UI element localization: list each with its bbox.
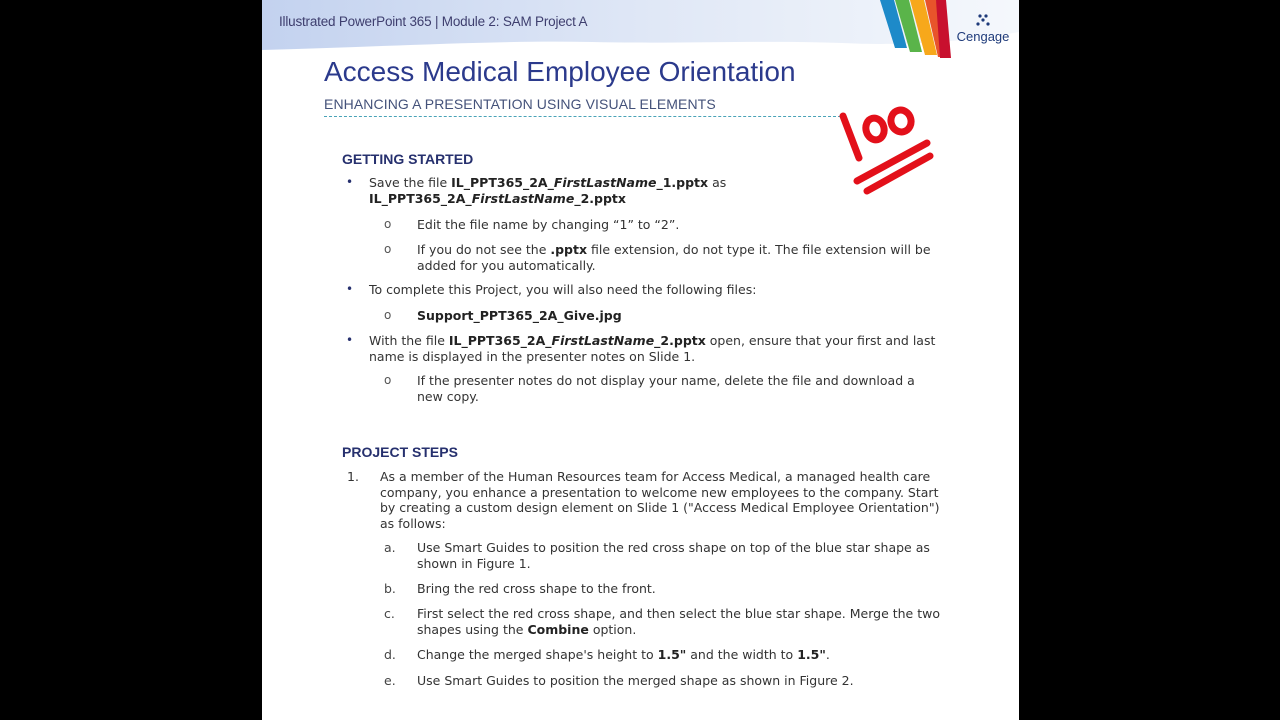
step-1-text: As a member of the Human Resources team for Access Medical, a managed health care company, you enhance a presentation to welcome new employees to the company. Start by creating a custom design element on Slide 1 ("Access Medical Employee Orientation") as follows: [380,469,940,531]
header-course-title: Illustrated PowerPoint 365 | Module 2: SAM Project A [279,14,588,29]
header-banner [262,0,1019,58]
sub-bullet-marker: o [384,373,392,387]
download-new-copy-note: If the presenter notes do not display your name, delete the file and download a new copy. [417,373,915,404]
bullet-marker: • [346,282,354,296]
file-extension-note: If you do not see the .pptx file extension, do not type it. The file extension will be added for you automatically. [417,242,931,273]
substep-label: b. [384,581,396,596]
substep-label: a. [384,540,396,555]
presenter-notes-check: With the file IL_PPT365_2A_FirstLastName_2.pptx open, ensure that your first and last name is displayed in the presenter notes on Slide 1. [369,333,936,364]
substep-label: e. [384,673,396,688]
rename-file-instruction: Edit the file name by changing “1” to “2”. [417,217,680,232]
substep-label: d. [384,647,396,662]
bullet-marker: • [346,175,354,189]
substep-e-text: Use Smart Guides to position the merged shape as shown in Figure 2. [417,673,854,688]
support-file-name: Support_PPT365_2A_Give.jpg [417,308,622,323]
substep-a-text: Use Smart Guides to position the red cross shape on top of the blue star shape as shown in Figure 1. [417,540,930,571]
document-title: Access Medical Employee Orientation [324,56,796,87]
substep-b-text: Bring the red cross shape to the front. [417,581,656,596]
sub-bullet-marker: o [384,308,392,322]
title-divider [324,116,841,117]
cengage-logo-icon [975,13,991,28]
getting-started-save-instruction: Save the file IL_PPT365_2A_FirstLastName_1.pptx as IL_PPT365_2A_FirstLastName_2.pptx [369,175,727,206]
banner-background [262,0,1019,58]
substep-label: c. [384,606,395,621]
required-files-intro: To complete this Project, you will also need the following files: [369,282,757,297]
project-steps-heading: PROJECT STEPS [342,444,458,460]
substep-c-text: First select the red cross shape, and then select the blue star shape. Merge the two shapes using the Combine option. [417,606,940,637]
sub-bullet-marker: o [384,242,392,256]
cengage-logo [955,13,1011,44]
hundred-score-stamp [837,103,937,198]
document-page [262,0,1019,720]
getting-started-heading: GETTING STARTED [342,151,474,167]
document-subtitle: ENHANCING A PRESENTATION USING VISUAL ELEMENTS [324,96,716,112]
bullet-marker: • [346,333,354,347]
cengage-wordmark: Cengage [956,29,1010,44]
substep-d-text: Change the merged shape's height to 1.5" and the width to 1.5". [417,647,830,662]
step-number: 1. [347,469,359,484]
sub-bullet-marker: o [384,217,392,231]
